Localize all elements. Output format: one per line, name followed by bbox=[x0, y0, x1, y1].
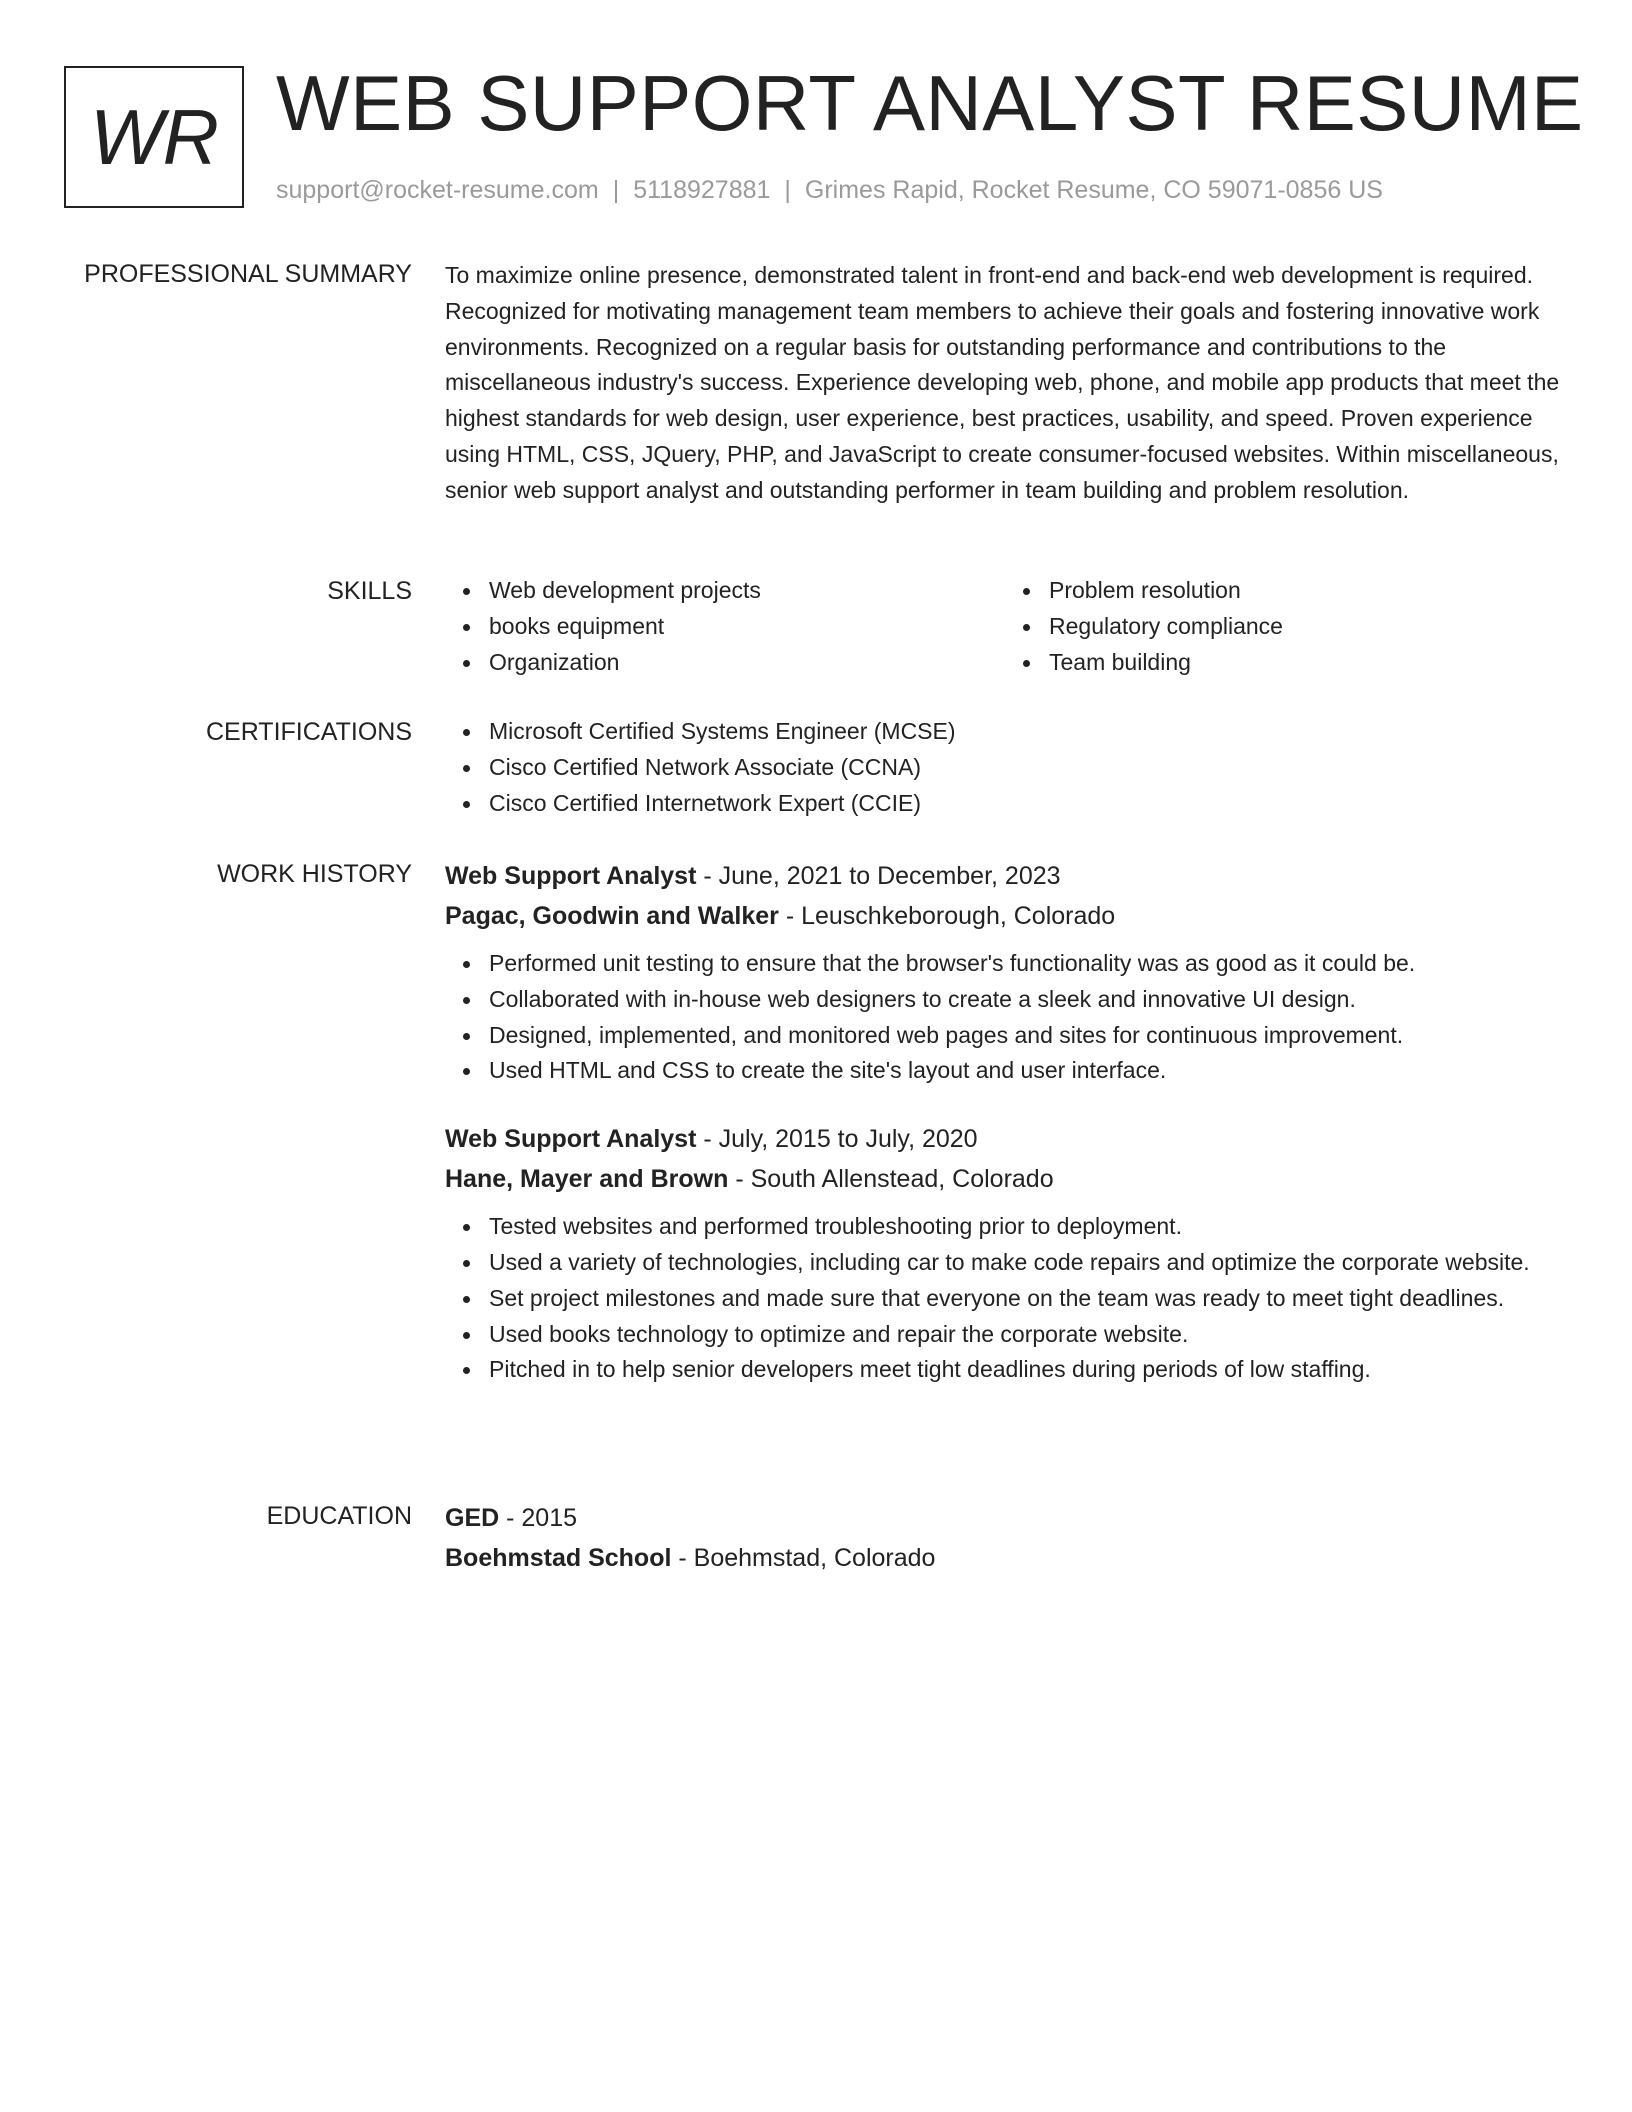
summary-heading: PROFESSIONAL SUMMARY bbox=[84, 260, 412, 288]
job-bullet: Pitched in to help senior developers meet tight deadlines during periods of low staffing. bbox=[489, 1352, 1559, 1388]
certification-item: Cisco Certified Network Associate (CCNA) bbox=[489, 750, 1565, 786]
job-bullet: Used books technology to optimize and repair the corporate website. bbox=[489, 1317, 1559, 1353]
education-heading: EDUCATION bbox=[266, 1502, 412, 1530]
job-dates: - July, 2015 to July, 2020 bbox=[696, 1125, 978, 1154]
certifications-list bbox=[445, 714, 1565, 821]
page-title: WEB SUPPORT ANALYST RESUME bbox=[276, 59, 1584, 147]
work-history-body bbox=[445, 856, 1565, 1388]
education-school-line bbox=[445, 1538, 1565, 1578]
contact-email[interactable]: support@rocket-resume.com bbox=[276, 176, 599, 204]
job-title: Web Support Analyst bbox=[445, 862, 697, 890]
job-location: - South Allenstead, Colorado bbox=[728, 1165, 1054, 1194]
job-location: - Leuschkeborough, Colorado bbox=[778, 902, 1116, 930]
skill-item: Regulatory compliance bbox=[1049, 609, 1565, 645]
job-company-line bbox=[445, 896, 1565, 936]
job-title-line bbox=[445, 856, 1565, 896]
job-bullet: Used a variety of technologies, including car to make code repairs and optimize the corporate website. bbox=[489, 1245, 1559, 1281]
education-degree: GED bbox=[445, 1504, 500, 1532]
job-bullet-list bbox=[445, 1209, 1565, 1388]
job-entry bbox=[445, 856, 1565, 1089]
job-bullet: Designed, implemented, and monitored web pages and sites for continuous improvement. bbox=[489, 1018, 1559, 1054]
job-entry bbox=[445, 1119, 1565, 1388]
job-company: Hane, Mayer and Brown bbox=[445, 1165, 729, 1194]
job-company-line bbox=[445, 1159, 1565, 1199]
job-dates: - June, 2021 to December, 2023 bbox=[696, 862, 1061, 890]
contact-phone[interactable]: 5118927881 bbox=[633, 176, 771, 204]
skills-list-right bbox=[1005, 573, 1565, 680]
certifications-heading: CERTIFICATIONS bbox=[205, 718, 412, 746]
summary-text: To maximize online presence, demonstrated talent in front-end and back-end web development is required. Recognized for motivating management team members to achieve their goals and fostering innovative work environments. Recognized on a regular basis for outstanding performance and contributions to the miscellaneous industry's success. Experience developing web, phone, and mobile app products that meet the highest standards for web design, user experience, best practices, usability, and speed. Proven experience using HTML, CSS, JQuery, PHP, and JavaScript to create consumer-focused websites. Within miscellaneous, senior web support analyst and outstanding performer in team building and problem resolution. bbox=[445, 262, 1560, 503]
skill-item: Problem resolution bbox=[1049, 573, 1565, 609]
contact-line bbox=[276, 174, 1383, 206]
job-title: Web Support Analyst bbox=[445, 1125, 697, 1154]
job-bullet-list bbox=[445, 946, 1565, 1089]
summary-body bbox=[445, 258, 1565, 509]
monogram-logo: WR bbox=[64, 66, 244, 208]
job-bullet: Used HTML and CSS to create the site's layout and user interface. bbox=[489, 1053, 1559, 1089]
job-bullet: Performed unit testing to ensure that the browser's functionality was as good as it could be. bbox=[489, 946, 1559, 982]
education-degree-line bbox=[445, 1498, 1565, 1538]
contact-separator: | bbox=[784, 176, 791, 204]
certification-item: Cisco Certified Internetwork Expert (CCIE) bbox=[489, 786, 1565, 822]
education-year: - 2015 bbox=[499, 1504, 578, 1532]
job-bullet: Set project milestones and made sure that everyone on the team was ready to meet tight deadlines. bbox=[489, 1281, 1559, 1317]
job-bullet: Collaborated with in-house web designers to create a sleek and innovative UI design. bbox=[489, 982, 1559, 1018]
contact-separator: | bbox=[612, 176, 620, 204]
skills-heading: SKILLS bbox=[327, 577, 412, 605]
certification-item: Microsoft Certified Systems Engineer (MCSE) bbox=[489, 714, 1565, 750]
skill-item: books equipment bbox=[489, 609, 1005, 645]
education-body bbox=[445, 1498, 1565, 1578]
job-bullet: Tested websites and performed troubleshooting prior to deployment. bbox=[489, 1209, 1559, 1245]
job-title-line bbox=[445, 1119, 1565, 1159]
skill-item: Web development projects bbox=[489, 573, 1005, 609]
skills-list-left bbox=[445, 573, 1005, 680]
education-school: Boehmstad School bbox=[445, 1544, 672, 1572]
certifications-body bbox=[445, 714, 1565, 821]
skills-body bbox=[445, 573, 1565, 680]
work-history-heading: WORK HISTORY bbox=[217, 860, 412, 888]
contact-address: Grimes Rapid, Rocket Resume, CO 59071-0856 US bbox=[804, 176, 1383, 204]
skills-grid bbox=[445, 573, 1565, 680]
skill-item: Team building bbox=[1049, 645, 1565, 681]
skill-item: Organization bbox=[489, 645, 1005, 681]
job-company: Pagac, Goodwin and Walker bbox=[445, 902, 779, 930]
education-location: - Boehmstad, Colorado bbox=[671, 1544, 936, 1572]
